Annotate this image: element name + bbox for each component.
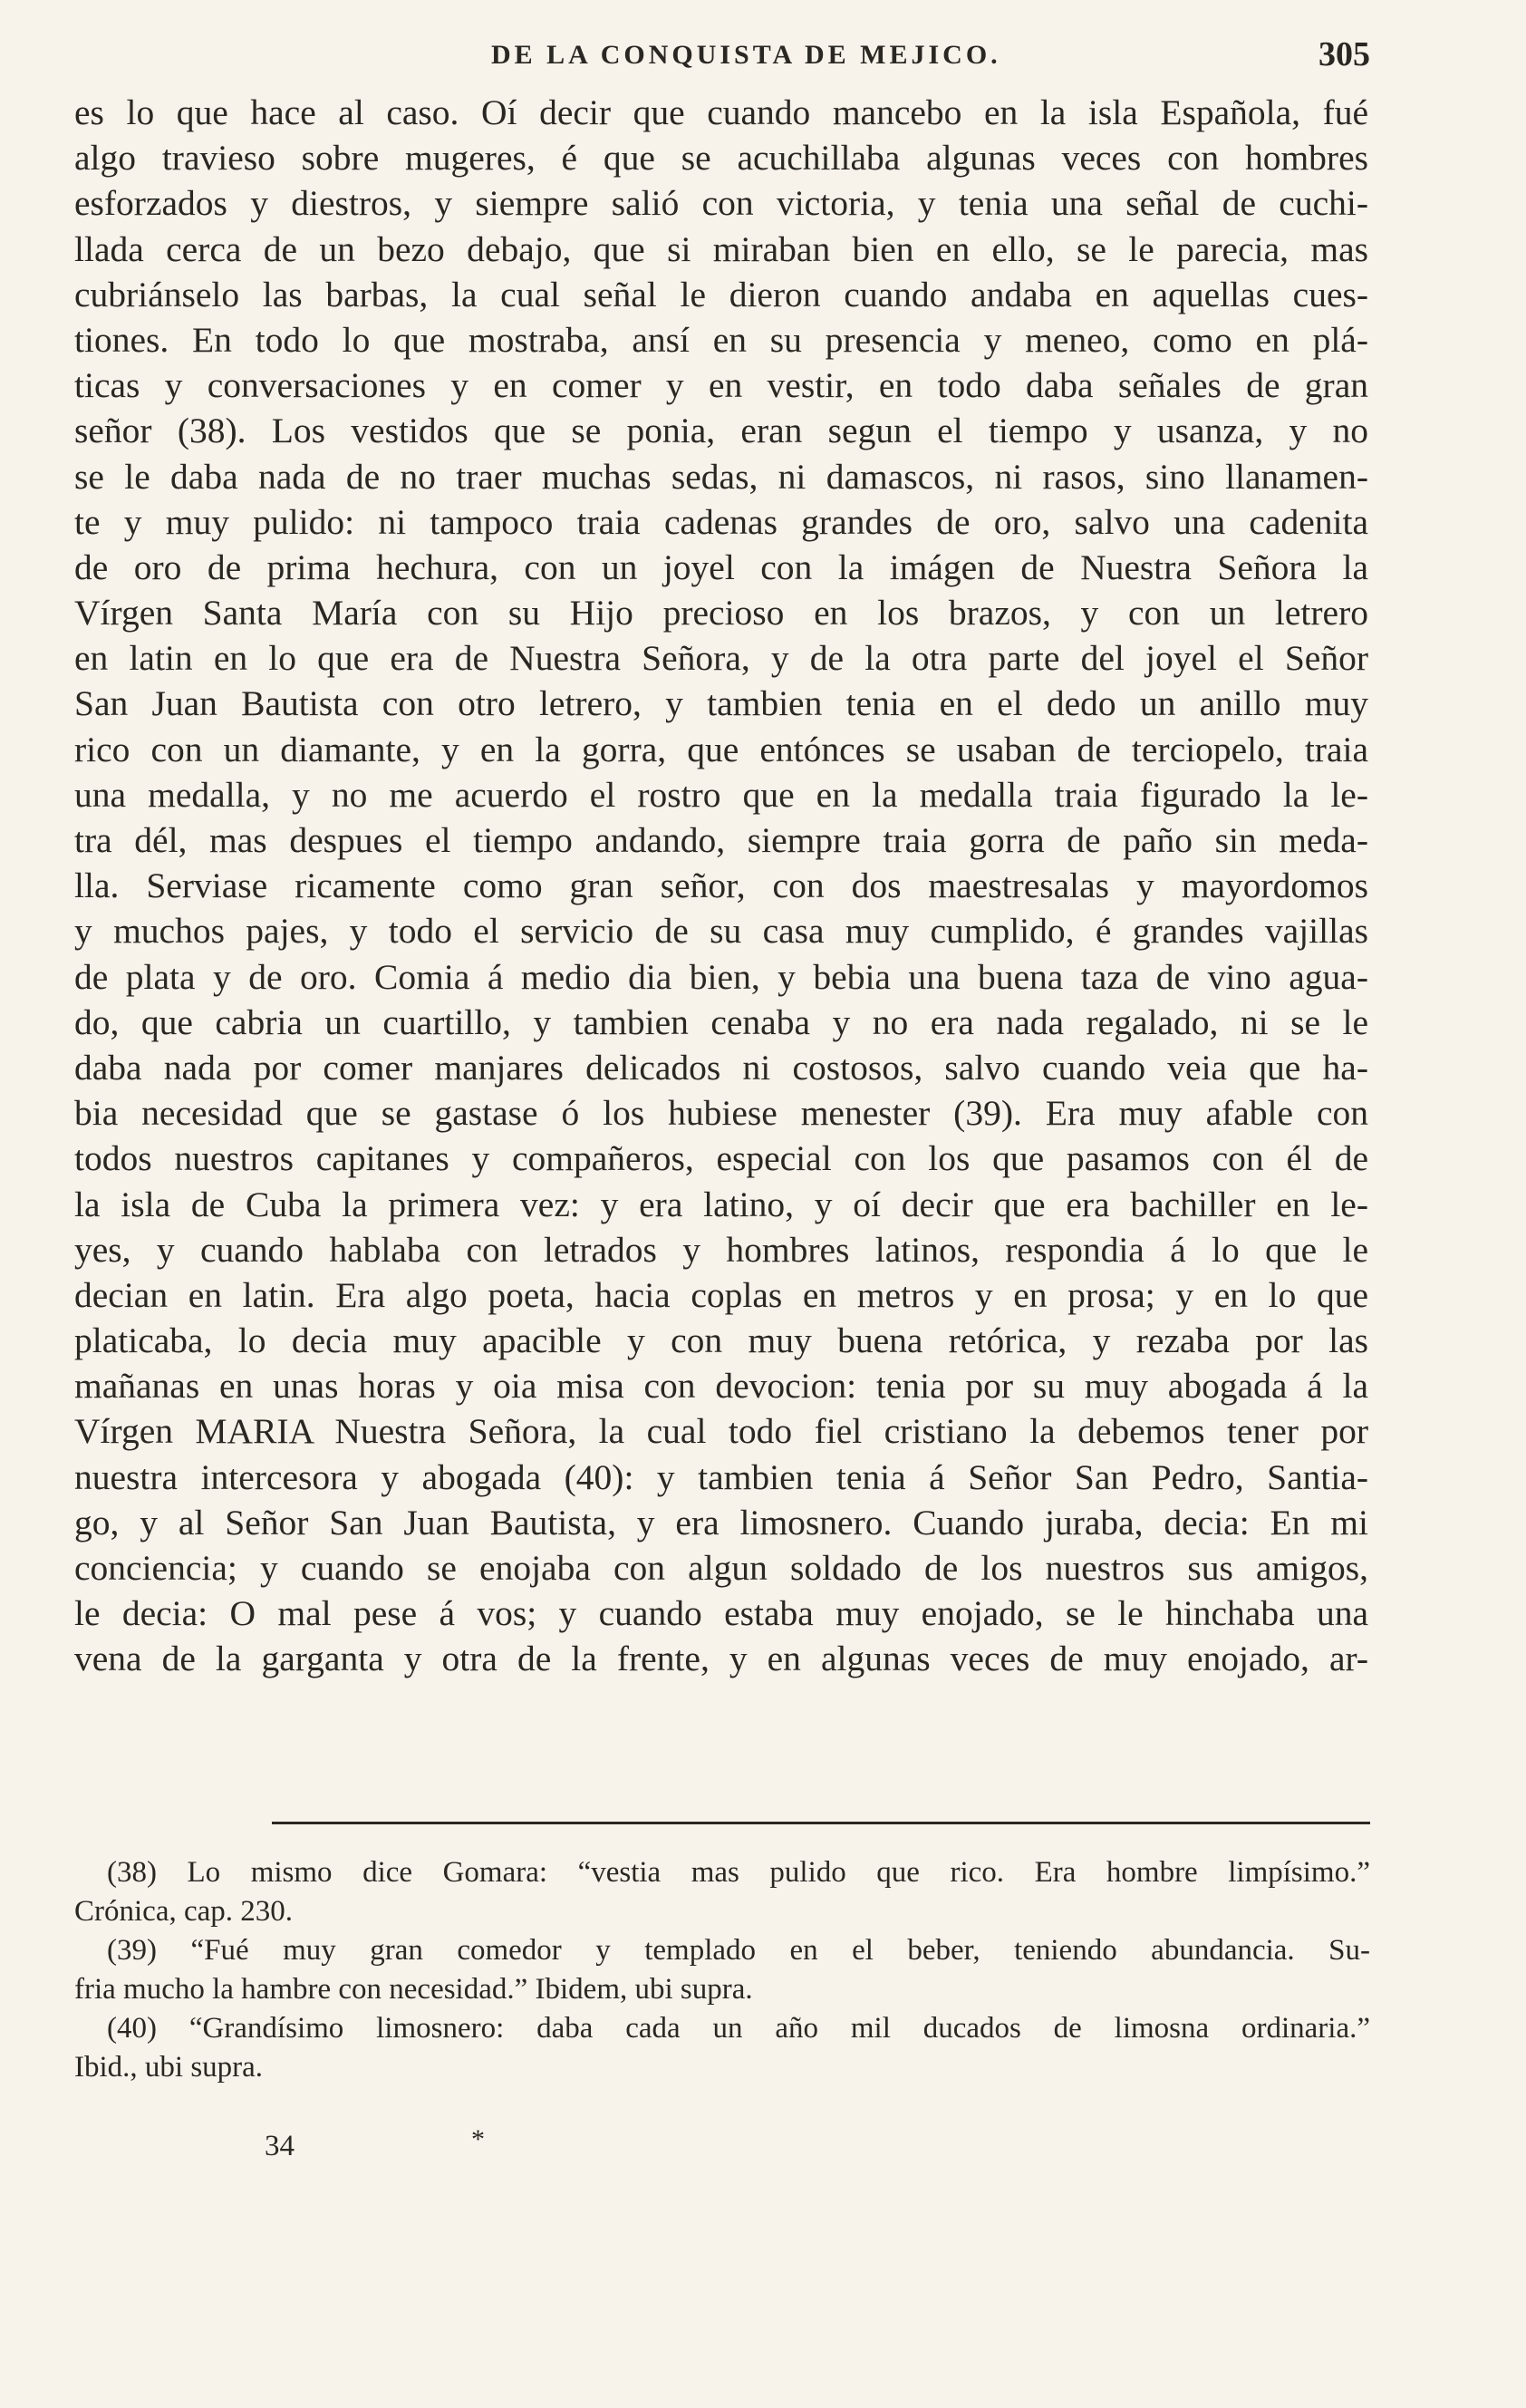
running-title: DE LA CONQUISTA DE MEJICO.: [491, 40, 1001, 70]
text-line: de plata y de oro. Comia á medio dia bien, y bebia una buena taza de vino agua-: [74, 956, 1368, 997]
footnote-40-line: (40) “Grandísimo limosnero: daba cada un año mil ducados de limosna ordinaria.”: [107, 2012, 1370, 2045]
text-line: la isla de Cuba la primera vez: y era latino, y oí decir que era bachiller en le-: [74, 1184, 1368, 1224]
text-line: esforzados y diestros, y siempre salió con victoria, y tenia una señal de cuchi-: [74, 183, 1368, 224]
text-line: se le daba nada de no traer muchas sedas, ni damascos, ni rasos, sino llanamen-: [74, 456, 1368, 497]
text-line: es lo que hace al caso. Oí decir que cuando mancebo en la isla Española, fué: [74, 92, 1368, 132]
text-line: mañanas en unas horas y oia misa con devocion: tenia por su muy abogada á la: [74, 1366, 1368, 1407]
text-line: y muchos pajes, y todo el servicio de su casa muy cumplido, é grandes vajillas: [74, 911, 1368, 952]
text-line: bia necesidad que se gastase ó los hubiese menester (39). Era muy afable con: [74, 1093, 1368, 1134]
text-line: yes, y cuando hablaba con letrados y hombres latinos, respondia á lo que le: [74, 1229, 1368, 1270]
footnote-divider: [272, 1822, 1370, 1824]
text-line: en latin en lo que era de Nuestra Señora, y de la otra parte del joyel el Señor: [74, 638, 1368, 679]
text-line: daba nada por comer manjares delicados ni costosos, salvo cuando veia que ha-: [74, 1047, 1368, 1088]
text-line: do, que cabria un cuartillo, y tambien cenaba y no era nada regalado, ni se le: [74, 1001, 1368, 1042]
text-line: llada cerca de un bezo debajo, que si miraban bien en ello, se le parecia, mas: [74, 228, 1368, 269]
footnote-38-line: (38) Lo mismo dice Gomara: “vestia mas pulido que rico. Era hombre limpísimo.”: [107, 1856, 1370, 1889]
text-line: go, y al Señor San Juan Bautista, y era limosnero. Cuando juraba, decia: En mi: [74, 1502, 1368, 1542]
text-line: conciencia; y cuando se enojaba con algun soldado de los nuestros sus amigos,: [74, 1548, 1368, 1588]
footnotes: [74, 1853, 1370, 2087]
text-line: decian en latin. Era algo poeta, hacia coplas en metros y en prosa; y en lo que: [74, 1274, 1368, 1315]
signature-mark: *: [471, 2124, 485, 2154]
text-line: cubriánselo las barbas, la cual señal le dieron cuando andaba en aquellas cues-: [74, 274, 1368, 314]
footnote-39-line: (39) “Fué muy gran comedor y templado en el beber, teniendo abundancia. Su-: [107, 1934, 1370, 1967]
footnote-40-line: Ibid., ubi supra.: [74, 2051, 264, 2084]
text-line: platicaba, lo decia muy apacible y con muy buena retórica, y rezaba por las: [74, 1320, 1368, 1361]
text-line: nuestra intercesora y abogada (40): y tambien tenia á Señor San Pedro, Santia-: [74, 1456, 1368, 1497]
page-number: 305: [1318, 35, 1370, 73]
text-line: algo travieso sobre mugeres, é que se acuchillaba algunas veces con hombres: [74, 138, 1368, 179]
text-line: de oro de prima hechura, con un joyel con la imágen de Nuestra Señora la: [74, 546, 1368, 587]
body-text: [74, 90, 1368, 1682]
text-line: Vírgen MARIA Nuestra Señora, la cual todo fiel cristiano la debemos tener por: [74, 1411, 1368, 1452]
signature-number: 34: [265, 2130, 295, 2162]
text-line: ticas y conversaciones y en comer y en vestir, en todo daba señales de gran: [74, 365, 1368, 406]
footnote-38-line: Crónica, cap. 230.: [74, 1895, 294, 1928]
text-line: lla. Serviase ricamente como gran señor, con dos maestresalas y mayordomos: [74, 866, 1368, 906]
text-line: te y muy pulido: ni tampoco traia cadenas grandes de oro, salvo una cadenita: [74, 501, 1368, 542]
printer-signature: [0, 2124, 1526, 2175]
text-line: una medalla, y no me acuerdo el rostro que en la medalla traia figurado la le-: [74, 774, 1368, 815]
text-line: tra dél, mas despues el tiempo andando, siempre traia gorra de paño sin meda-: [74, 820, 1368, 860]
footnote-39-line: fria mucho la hambre con necesidad.” Ibidem, ubi supra.: [74, 1973, 753, 2006]
text-line: todos nuestros capitanes y compañeros, especial con los que pasamos con él de: [74, 1138, 1368, 1179]
text-line: tiones. En todo lo que mostraba, ansí en su presencia y meneo, como en plá-: [74, 319, 1368, 360]
text-line: vena de la garganta y otra de la frente, y en algunas veces de muy enojado, ar-: [74, 1639, 1368, 1679]
text-line: San Juan Bautista con otro letrero, y tambien tenia en el dedo un anillo muy: [74, 683, 1368, 724]
text-line: Vírgen Santa María con su Hijo precioso en los brazos, y con un letrero: [74, 593, 1368, 633]
text-line: señor (38). Los vestidos que se ponia, eran segun el tiempo y usanza, y no: [74, 411, 1368, 451]
text-line: le decia: O mal pese á vos; y cuando estaba muy enojado, se le hinchaba una: [74, 1593, 1368, 1634]
page-header: [74, 35, 1370, 85]
text-line: rico con un diamante, y en la gorra, que entónces se usaban de terciopelo, traia: [74, 729, 1368, 769]
